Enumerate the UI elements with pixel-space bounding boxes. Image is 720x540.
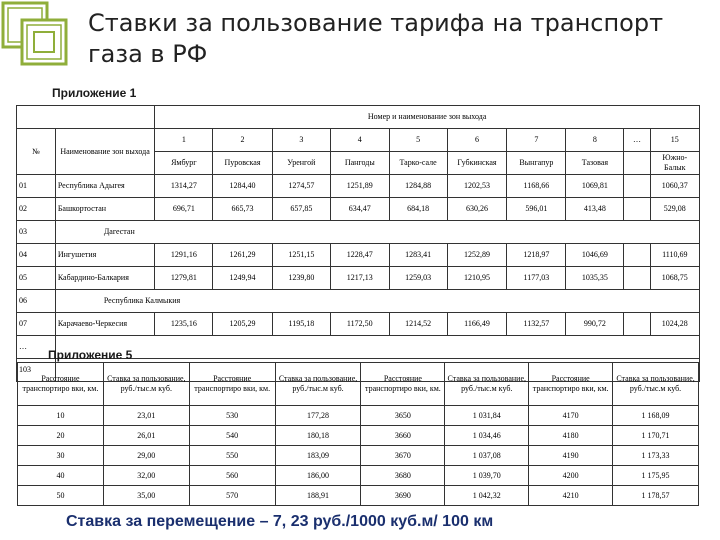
zone-number: … [624, 129, 650, 152]
distance-header: Расстояние транспортиро вки, км. [18, 363, 104, 406]
value-cell: 665,73 [213, 198, 272, 221]
value-cell: 35,00 [103, 486, 189, 506]
value-cell: 4180 [529, 426, 613, 446]
value-cell: 20 [18, 426, 104, 446]
value-cell: 1210,95 [447, 267, 507, 290]
value-cell [624, 313, 650, 336]
value-cell: 1235,16 [155, 313, 213, 336]
row-number: 03 [17, 221, 56, 244]
zone-number: 15 [650, 129, 699, 152]
distance-header: Расстояние транспортиро вки, км. [361, 363, 445, 406]
row-name: Ингушетия [55, 244, 154, 267]
appendix5-label: Приложение 5 [48, 348, 133, 362]
value-cell: 696,71 [155, 198, 213, 221]
value-cell: 1166,49 [447, 313, 507, 336]
value-cell: 1239,80 [272, 267, 330, 290]
zone-name: Южно-Балык [650, 152, 699, 175]
table-row [18, 446, 699, 466]
value-cell: 560 [189, 466, 275, 486]
value-cell: 23,01 [103, 406, 189, 426]
rate-header: Ставка за пользование, руб./тыс.м куб. [103, 363, 189, 406]
table-row [17, 175, 700, 198]
value-cell: 540 [189, 426, 275, 446]
table-row [17, 290, 700, 313]
logo-squares-icon [0, 0, 80, 78]
value-cell: 4190 [529, 446, 613, 466]
value-cell: 4200 [529, 466, 613, 486]
value-cell: 29,00 [103, 446, 189, 466]
value-cell: 1 042,32 [445, 486, 529, 506]
zone-number: 2 [213, 129, 272, 152]
value-cell: 1195,18 [272, 313, 330, 336]
value-cell [624, 175, 650, 198]
transfer-rate-text: Ставка за перемещение – 7, 23 руб./1000 куб.м/ 100 км [66, 513, 494, 530]
value-cell: 32,00 [103, 466, 189, 486]
value-cell: 180,18 [275, 426, 361, 446]
value-cell: 1 031,84 [445, 406, 529, 426]
value-cell: 30 [18, 446, 104, 466]
value-cell: 1291,16 [155, 244, 213, 267]
table-row [17, 198, 700, 221]
zone-number: 3 [272, 129, 330, 152]
value-cell: 188,91 [275, 486, 361, 506]
value-cell: 1284,88 [389, 175, 447, 198]
distance-header: Расстояние транспортиро вки, км. [189, 363, 275, 406]
table-row [17, 313, 700, 336]
value-cell: 1035,35 [566, 267, 624, 290]
table-row [18, 426, 699, 446]
header-row [17, 106, 700, 129]
value-cell: 1069,81 [566, 175, 624, 198]
value-cell: 1252,89 [447, 244, 507, 267]
value-cell: 684,18 [389, 198, 447, 221]
value-cell: 1274,57 [272, 175, 330, 198]
row-name: Республика Адыгея [55, 175, 154, 198]
value-cell: 529,08 [650, 198, 699, 221]
zone-name: Уренгой [272, 152, 330, 175]
zone-number: 5 [389, 129, 447, 152]
value-cell: 40 [18, 466, 104, 486]
row-number: … [17, 336, 56, 359]
value-cell: 1 175,95 [613, 466, 699, 486]
value-cell: 413,48 [566, 198, 624, 221]
row-name: Карачаево-Черкесия [55, 313, 154, 336]
value-cell: 3650 [361, 406, 445, 426]
rate-header: Ставка за пользование, руб./тыс.м куб. [613, 363, 699, 406]
value-cell: 3680 [361, 466, 445, 486]
value-cell: 1251,15 [272, 244, 330, 267]
distance-rates-table [17, 362, 699, 506]
row-number: 04 [17, 244, 56, 267]
value-cell: 1024,28 [650, 313, 699, 336]
zone-name: Тарко-сале [389, 152, 447, 175]
row-name [55, 336, 699, 359]
value-cell: 1249,94 [213, 267, 272, 290]
value-cell: 1202,53 [447, 175, 507, 198]
value-cell: 26,01 [103, 426, 189, 446]
value-cell: 4210 [529, 486, 613, 506]
table-row [17, 221, 700, 244]
value-cell: 3660 [361, 426, 445, 446]
row-name: Кабардино-Балкария [55, 267, 154, 290]
value-cell: 4170 [529, 406, 613, 426]
value-cell: 634,47 [331, 198, 390, 221]
value-cell: 530 [189, 406, 275, 426]
value-cell: 10 [18, 406, 104, 426]
value-cell: 186,00 [275, 466, 361, 486]
rate-header: Ставка за пользование, руб./тыс.м куб. [275, 363, 361, 406]
row-name: Дагестан [55, 221, 699, 244]
row-number: 103 [17, 359, 56, 382]
value-cell: 1314,27 [155, 175, 213, 198]
zone-name: Губкинская [447, 152, 507, 175]
zone-name [624, 152, 650, 175]
value-cell: 1 168,09 [613, 406, 699, 426]
row-name: Республика Калмыкия [55, 290, 699, 313]
zone-number: 6 [447, 129, 507, 152]
value-cell: 177,28 [275, 406, 361, 426]
value-cell: 657,85 [272, 198, 330, 221]
value-cell: 1168,66 [507, 175, 566, 198]
value-cell: 596,01 [507, 198, 566, 221]
value-cell: 3670 [361, 446, 445, 466]
distance-header: Расстояние транспортиро вки, км. [529, 363, 613, 406]
value-cell [624, 244, 650, 267]
value-cell: 1259,03 [389, 267, 447, 290]
value-cell: 550 [189, 446, 275, 466]
value-cell: 1284,40 [213, 175, 272, 198]
zone-name: Пуровская [213, 152, 272, 175]
value-cell [624, 198, 650, 221]
value-cell: 1046,69 [566, 244, 624, 267]
value-cell: 1214,52 [389, 313, 447, 336]
value-cell: 1110,69 [650, 244, 699, 267]
table-row [18, 486, 699, 506]
value-cell: 1283,41 [389, 244, 447, 267]
value-cell: 1177,03 [507, 267, 566, 290]
value-cell: 1 173,33 [613, 446, 699, 466]
rate-header: Ставка за пользование, руб./тыс.м куб. [445, 363, 529, 406]
value-cell: 570 [189, 486, 275, 506]
value-cell: 50 [18, 486, 104, 506]
table-row [17, 244, 700, 267]
value-cell: 1132,57 [507, 313, 566, 336]
table-row [18, 466, 699, 486]
zone-name: Ямбург [155, 152, 213, 175]
blank-cell [17, 106, 155, 129]
table-row [17, 267, 700, 290]
page-title: Ставки за пользование тарифа на транспорт газа в РФ [88, 9, 664, 68]
zone-name: Тазовая [566, 152, 624, 175]
zone-number: 4 [331, 129, 390, 152]
value-cell: 1 039,70 [445, 466, 529, 486]
value-cell: 630,26 [447, 198, 507, 221]
zone-number: 7 [507, 129, 566, 152]
value-cell: 1251,89 [331, 175, 390, 198]
value-cell: 1279,81 [155, 267, 213, 290]
value-cell: 1218,97 [507, 244, 566, 267]
row-number: 01 [17, 175, 56, 198]
value-cell: 1205,29 [213, 313, 272, 336]
header-row [18, 363, 699, 406]
value-cell: 990,72 [566, 313, 624, 336]
zones-table [16, 105, 700, 382]
row-number: 07 [17, 313, 56, 336]
value-cell: 1068,75 [650, 267, 699, 290]
value-cell: 1228,47 [331, 244, 390, 267]
value-cell: 1 037,08 [445, 446, 529, 466]
value-cell: 1 034,46 [445, 426, 529, 446]
value-cell: 3690 [361, 486, 445, 506]
zone-name: Пангоды [331, 152, 390, 175]
value-cell: 1 170,71 [613, 426, 699, 446]
zone-number: 8 [566, 129, 624, 152]
header-row [17, 129, 700, 152]
row-number: 02 [17, 198, 56, 221]
row-name: Башкортостан [55, 198, 154, 221]
value-cell: 1217,13 [331, 267, 390, 290]
value-cell: 183,09 [275, 446, 361, 466]
column-header-no: № [17, 129, 56, 175]
value-cell: 1 178,57 [613, 486, 699, 506]
value-cell: 1261,29 [213, 244, 272, 267]
zone-number: 1 [155, 129, 213, 152]
column-header-name: Наименование зон выхода [55, 129, 154, 175]
row-number: 05 [17, 267, 56, 290]
row-number: 06 [17, 290, 56, 313]
value-cell: 1060,37 [650, 175, 699, 198]
table-row [18, 406, 699, 426]
value-cell: 1172,50 [331, 313, 390, 336]
appendix1-label: Приложение 1 [52, 86, 137, 100]
zone-name: Вынгапур [507, 152, 566, 175]
group-header: Номер и наименование зон выхода [155, 106, 700, 129]
value-cell [624, 267, 650, 290]
